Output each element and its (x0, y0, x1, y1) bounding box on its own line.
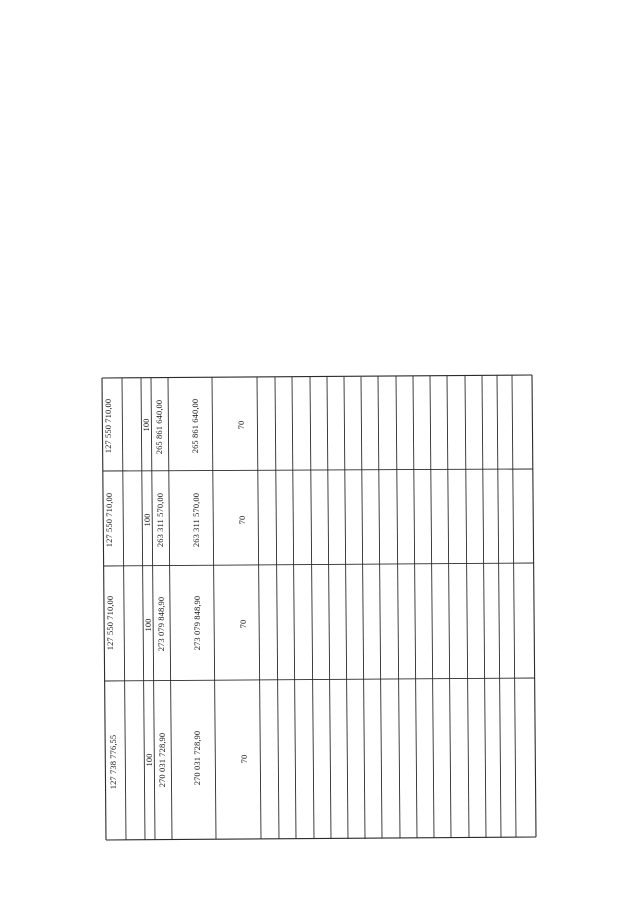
row-line (168, 378, 172, 840)
row-line (310, 377, 314, 839)
row-line (465, 376, 469, 838)
row-line (292, 377, 296, 839)
row-line (141, 378, 145, 840)
row-line (361, 377, 365, 839)
block-separator (105, 678, 535, 681)
row-line (482, 376, 486, 838)
row-line (327, 377, 331, 839)
row-line (413, 376, 417, 838)
table-frame-right (532, 375, 536, 837)
row-line (447, 376, 451, 838)
row-line (497, 375, 501, 837)
row-line (257, 377, 261, 839)
row-line (344, 377, 348, 839)
table-frame-top (102, 375, 532, 378)
row-line (512, 375, 516, 837)
block-separator (103, 469, 533, 471)
table-frame-bottom (106, 837, 536, 840)
row-line (122, 378, 126, 840)
row-line (430, 376, 434, 838)
block-separator (104, 563, 534, 566)
row-line (212, 377, 216, 839)
row-line (378, 376, 382, 838)
row-line (396, 376, 400, 838)
row-line (275, 377, 279, 839)
